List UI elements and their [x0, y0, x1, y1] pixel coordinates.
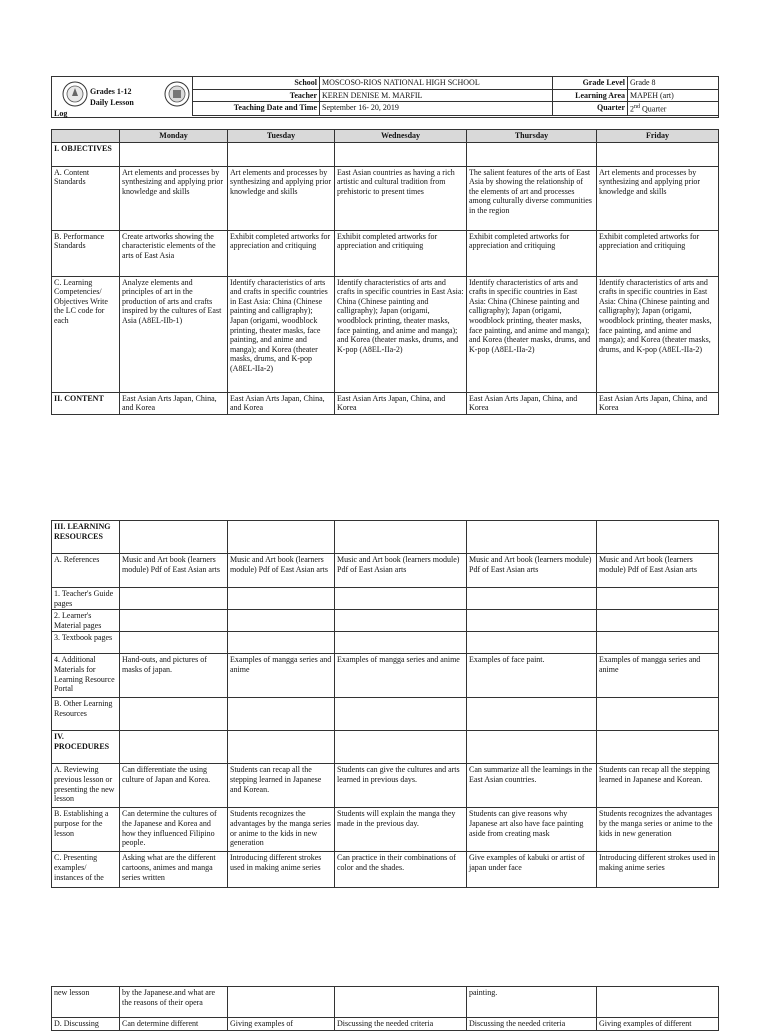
- table-cell: Identify characteristics of arts and crafts in specific countries in East Asia: China (Chinese painting and calligraphy); Japan (origami, woodblock printing, theater masks, face painting, and anime and manga); and Korea (theater masks, drums, and K-pop (A8EL-IIa-2): [597, 276, 719, 392]
- table-cell: Music and Art book (learners module) Pdf of East Asian arts: [228, 554, 335, 588]
- lesson-log-header: [51, 76, 719, 118]
- daily-lesson-title: Daily Lesson: [90, 98, 134, 107]
- table-cell: [335, 521, 467, 554]
- table-cell: [228, 987, 335, 1018]
- row-label: A. Content Standards: [52, 166, 120, 230]
- table-cell: Students can give the cultures and arts learned in previous days.: [335, 764, 467, 808]
- objectives-table: [51, 129, 719, 415]
- table-cell: [228, 610, 335, 632]
- table-cell: Introducing different strokes used in making anime series: [228, 852, 335, 888]
- table-cell: Art elements and processes by synthesizing and applying prior knowledge and skills: [228, 166, 335, 230]
- row-label: B. Performance Standards: [52, 230, 120, 276]
- table-cell: [228, 588, 335, 610]
- table-cell: [597, 588, 719, 610]
- table-cell: Exhibit completed artworks for appreciation and critiquing: [335, 230, 467, 276]
- value-area: MAPEH (art): [628, 89, 719, 102]
- label-date: Teaching Date and Time: [193, 102, 320, 116]
- table-cell: Art elements and processes by synthesizing and applying prior knowledge and skills: [597, 166, 719, 230]
- label-teacher: Teacher: [193, 89, 320, 102]
- grades-title: Grades 1-12: [90, 87, 132, 96]
- row-label: II. CONTENT: [52, 392, 120, 414]
- table-cell: Introducing different strokes used in making anime series: [597, 852, 719, 888]
- table-cell: [228, 521, 335, 554]
- table-row: [52, 764, 719, 808]
- table-cell: Can determine the cultures of the Japanese and Korea and how they influenced Filipino people.: [120, 808, 228, 852]
- corner-cell: [52, 130, 120, 143]
- log-title: Log: [54, 109, 68, 118]
- table-cell: [228, 731, 335, 764]
- row-label: B. Other Learning Resources: [52, 698, 120, 731]
- row-label: D. Discussing: [52, 1018, 120, 1031]
- table-row: [52, 230, 719, 276]
- table-cell: [597, 632, 719, 654]
- table-cell: [335, 987, 467, 1018]
- table-cell: Students recognizes the advantages by the manga series or anime to the kids in new generation: [228, 808, 335, 852]
- table-cell: [120, 698, 228, 731]
- table-cell: Students can recap all the stepping learned in Japanese and Korean.: [597, 764, 719, 808]
- day-monday: Monday: [120, 130, 228, 143]
- row-label: 3. Textbook pages: [52, 632, 120, 654]
- table-cell: [120, 610, 228, 632]
- table-cell: Exhibit completed artworks for appreciation and critiquing: [228, 230, 335, 276]
- table-cell: [120, 632, 228, 654]
- table-cell: The salient features of the arts of East Asia by showing the relationship of the elements of art and processes among culturally diverse communities in the region: [467, 166, 597, 230]
- table-row: [52, 698, 719, 731]
- value-quarter: 2nd Quarter: [628, 102, 719, 116]
- table-cell: Identify characteristics of arts and crafts in specific countries in East Asia: China (Chinese painting and calligraphy); Japan (origami, woodblock printing, theater masks, face painting, and anime and manga); and Korea (theater masks, drums, and K-pop (A8EL-IIa-2): [335, 276, 467, 392]
- row-label: C. Learning Competencies/ Objectives Write the LC code for each: [52, 276, 120, 392]
- table-cell: Asking what are the different cartoons, animes and manga series written: [120, 852, 228, 888]
- table-cell: Hand-outs, and pictures of masks of japan.: [120, 654, 228, 698]
- table-cell: [467, 731, 597, 764]
- row-label: IV. PROCEDURES: [52, 731, 120, 764]
- school-seal-icon: [164, 81, 190, 107]
- label-area: Learning Area: [553, 89, 628, 102]
- row-label: new lesson: [52, 987, 120, 1018]
- table-row: [52, 588, 719, 610]
- table-cell: Examples of face paint.: [467, 654, 597, 698]
- table-row: [52, 987, 719, 1018]
- table-row: [52, 808, 719, 852]
- table-cell: Identify characteristics of arts and crafts in specific countries in East Asia: China (Chinese painting and calligraphy); Japan (origami, woodblock printing, theater masks, face painting, and anime and manga); and Korea (theater masks, drums, and K-pop (A8EL-IIa-2): [228, 276, 335, 392]
- table-cell: East Asian Arts Japan, China, and Korea: [467, 392, 597, 414]
- table-cell: Can summarize all the learnings in the East Asian countries.: [467, 764, 597, 808]
- table-cell: by the Japanese.and what are the reasons of their opera: [120, 987, 228, 1018]
- table-cell: East Asian countries as having a rich artistic and cultural tradition from prehistoric to present times: [335, 166, 467, 230]
- table-cell: East Asian Arts Japan, China, and Korea: [597, 392, 719, 414]
- table-cell: Give examples of kabuki or artist of japan under face: [467, 852, 597, 888]
- table-row: [52, 554, 719, 588]
- table-cell: [120, 731, 228, 764]
- table-cell: Music and Art book (learners module) Pdf of East Asian arts: [120, 554, 228, 588]
- table-cell: [597, 731, 719, 764]
- value-grade: Grade 8: [628, 77, 719, 90]
- table-cell: Can differentiate the using culture of Japan and Korea.: [120, 764, 228, 808]
- table-cell: Can determine different: [120, 1018, 228, 1031]
- day-friday: Friday: [597, 130, 719, 143]
- table-cell: [467, 632, 597, 654]
- table-cell: East Asian Arts Japan, China, and Korea: [228, 392, 335, 414]
- row-label: 2. Learner's Material pages: [52, 610, 120, 632]
- label-school: School: [193, 77, 320, 90]
- row-label: III. LEARNING RESOURCES: [52, 521, 120, 554]
- table-cell: Students recognizes the advantages by the manga series or anime to the kids in new generation: [597, 808, 719, 852]
- header-info-table: [192, 76, 719, 116]
- table-cell: [467, 521, 597, 554]
- day-wednesday: Wednesday: [335, 130, 467, 143]
- table-row: [52, 392, 719, 414]
- table-cell: Examples of mangga series and anime: [335, 654, 467, 698]
- table-cell: [597, 610, 719, 632]
- table-row: [52, 166, 719, 230]
- table-cell: Create artworks showing the characteristic elements of the arts of East Asia: [120, 230, 228, 276]
- table-cell: Discussing the needed criteria: [335, 1018, 467, 1031]
- day-thursday: Thursday: [467, 130, 597, 143]
- table-row: [52, 654, 719, 698]
- table-row: [52, 610, 719, 632]
- table-cell: Exhibit completed artworks for appreciation and critiquing: [467, 230, 597, 276]
- table-cell: [228, 698, 335, 731]
- table-cell: Examples of mangga series and anime: [228, 654, 335, 698]
- table-cell: [335, 632, 467, 654]
- row-label: B. Establishing a purpose for the lesson: [52, 808, 120, 852]
- table-cell: [120, 588, 228, 610]
- table-cell: [467, 588, 597, 610]
- table-cell: Music and Art book (learners module) Pdf of East Asian arts: [335, 554, 467, 588]
- table-cell: Discussing the needed criteria: [467, 1018, 597, 1031]
- table-cell: [467, 610, 597, 632]
- table-cell: [228, 632, 335, 654]
- table-row: [52, 731, 719, 764]
- row-label: A. References: [52, 554, 120, 588]
- label-quarter: Quarter: [553, 102, 628, 116]
- table-cell: [597, 987, 719, 1018]
- row-label: A. Reviewing previous lesson or presenting the new lesson: [52, 764, 120, 808]
- table-cell: Students can give reasons why Japanese art also have face painting aside from creating mask: [467, 808, 597, 852]
- table-cell: [335, 698, 467, 731]
- day-tuesday: Tuesday: [228, 130, 335, 143]
- table-cell: [597, 521, 719, 554]
- table-cell: Music and Art book (learners module) Pdf of East Asian arts: [467, 554, 597, 588]
- table-cell: Art elements and processes by synthesizing and applying prior knowledge and skills: [120, 166, 228, 230]
- table-cell: [335, 731, 467, 764]
- table-cell: [467, 698, 597, 731]
- table-cell: Analyze elements and principles of art in the production of arts and crafts inspired by the cultures of East Asia (A8EL-IIb-1): [120, 276, 228, 392]
- table-cell: [335, 588, 467, 610]
- table-cell: [120, 521, 228, 554]
- table-cell: Students can recap all the stepping learned in Japanese and Korean.: [228, 764, 335, 808]
- table-cell: Students will explain the manga they made in the previous day.: [335, 808, 467, 852]
- table-cell: [335, 610, 467, 632]
- table-row: [52, 632, 719, 654]
- value-date: September 16- 20, 2019: [320, 102, 553, 116]
- table-cell: Can practice in their combinations of color and the shades.: [335, 852, 467, 888]
- table-cell: Giving examples of: [228, 1018, 335, 1031]
- value-teacher: KEREN DENISE M. MARFIL: [320, 89, 553, 102]
- objectives-heading: I. OBJECTIVES: [52, 142, 120, 166]
- table-cell: [597, 698, 719, 731]
- table-row: [52, 521, 719, 554]
- resources-procedures-table: [51, 520, 719, 888]
- table-cell: painting.: [467, 987, 597, 1018]
- table-row: [52, 276, 719, 392]
- table-cell: Identify characteristics of arts and crafts in specific countries in East Asia: China (Chinese painting and calligraphy); Japan (origami, woodblock printing, theater masks, face painting, and anime and manga); and Korea (theater masks, drums, and K-pop (A8EL-IIa-2): [467, 276, 597, 392]
- row-label: 1. Teacher's Guide pages: [52, 588, 120, 610]
- table-cell: Exhibit completed artworks for appreciation and critiquing: [597, 230, 719, 276]
- deped-seal-icon: [62, 81, 88, 107]
- table-row: [52, 852, 719, 888]
- table-cell: Examples of mangga series and anime: [597, 654, 719, 698]
- table-cell: East Asian Arts Japan, China, and Korea: [120, 392, 228, 414]
- value-school: MOSCOSO-RIOS NATIONAL HIGH SCHOOL: [320, 77, 553, 90]
- label-grade: Grade Level: [553, 77, 628, 90]
- table-cell: East Asian Arts Japan, China, and Korea: [335, 392, 467, 414]
- table-cell: Music and Art book (learners module) Pdf of East Asian arts: [597, 554, 719, 588]
- row-label: C. Presenting examples/ instances of the: [52, 852, 120, 888]
- row-label: 4. Additional Materials for Learning Resource Portal: [52, 654, 120, 698]
- table-cell: Giving examples of different: [597, 1018, 719, 1031]
